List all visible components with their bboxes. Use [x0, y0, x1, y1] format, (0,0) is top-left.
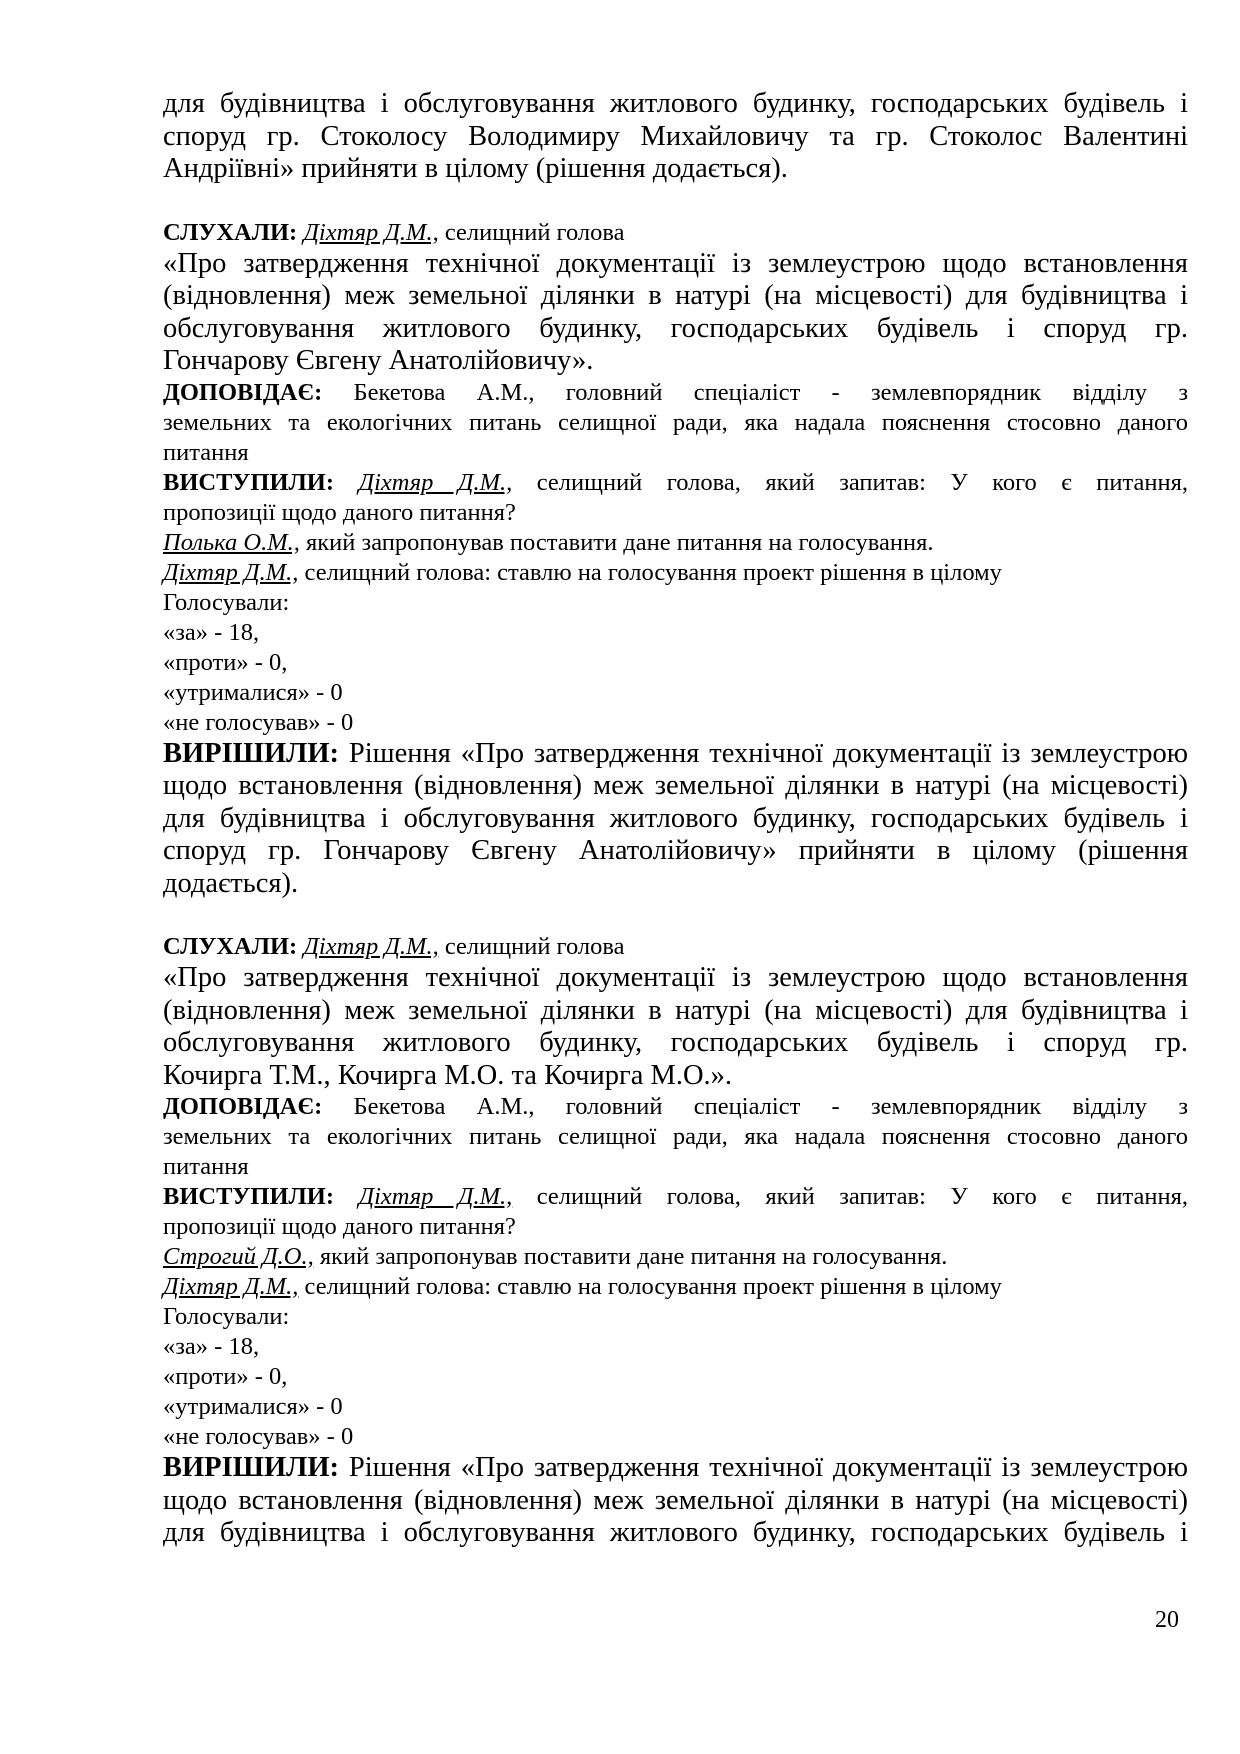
decided-line: щодо встановлення (відновлення) меж земельної ділянки в натурі (на місцевості): [163, 770, 1188, 801]
report-line: земельних та екологічних питань селищної ради, яка надала пояснення стосовно даного: [163, 1123, 1188, 1150]
speaker-name: Строгий Д.О.,: [163, 1243, 314, 1270]
report-line: ДОПОВІДАЄ: Бекетова А.М., головний спеціаліст - землевпорядник відділу з: [163, 378, 1188, 406]
speaker-name: Діхтяр Д.М.,: [163, 558, 299, 586]
decided-line: щодо встановлення (відновлення) меж земельної ділянки в натурі (на місцевості): [163, 1484, 1188, 1516]
proposer-line: Строгий Д.О., який запропонував поставити дане питання на голосування.: [163, 1243, 948, 1270]
intro-paragraph: [163, 88, 1188, 186]
speaker-name: Діхтяр Д.М.,: [163, 1273, 299, 1300]
spoke-line: ВИСТУПИЛИ: Діхтяр Д.М., селищний голова, який запитав: У кого є питання,: [163, 468, 1188, 496]
text-line: Андріївні» прийняти в цілому (рішення додається).: [163, 153, 788, 184]
decided-label: ВИРІШИЛИ:: [163, 737, 340, 769]
decided-line: споруд гр. Гончарову Євгену Анатолійовичу» прийняти в цілому (рішення: [163, 835, 1188, 866]
topic-line: обслуговування житлового будинку, господарських будівель і споруд гр.: [163, 1027, 1188, 1058]
speaker-name: Діхтяр Д.М.,: [303, 933, 439, 960]
vote-line: «за» - 18,: [163, 618, 260, 646]
vote-line: «утрималися» - 0: [163, 1393, 343, 1420]
spoke-line: пропозиції щодо даного питання?: [163, 498, 516, 526]
vote-line: «проти» - 0,: [163, 648, 288, 676]
topic-line: (відновлення) меж земельної ділянки в натурі (на місцевості) для будівництва і: [163, 280, 1188, 311]
report-line: питання: [163, 438, 249, 466]
spoke-label: ВИСТУПИЛИ:: [163, 468, 334, 496]
heard-line: [163, 218, 1188, 248]
heard-label: СЛУХАЛИ:: [163, 933, 298, 960]
report-line: питання: [163, 1153, 249, 1180]
speaker-role: селищний голова: [438, 218, 625, 246]
topic-line: Гончарову Євгену Анатолійовичу».: [163, 345, 594, 376]
vote-results: [163, 1302, 1188, 1452]
vote-line: «за» - 18,: [163, 1333, 260, 1360]
topic-line: Кочирга Т.М., Кочирга М.О. та Кочирга М.О.».: [163, 1059, 733, 1091]
chair-line: Діхтяр Д.М., селищний голова: ставлю на голосування проект рішення в цілому: [163, 1273, 1002, 1300]
page-number: 20: [1155, 1607, 1179, 1633]
vote-line: Голосували:: [163, 588, 290, 616]
decided-line: для будівництва і обслуговування житлового будинку, господарських будівель і: [163, 802, 1188, 834]
spoke-label: ВИСТУПИЛИ:: [163, 1183, 334, 1210]
report-line: ДОПОВІДАЄ: Бекетова А.М., головний спеціаліст - землевпорядник відділу з: [163, 1093, 1188, 1120]
vote-line: Голосували:: [163, 1303, 290, 1330]
vote-line: «не голосував» - 0: [163, 708, 354, 736]
speaker-name: Діхтяр Д.М.,: [358, 468, 513, 496]
vote-line: «проти» - 0,: [163, 1363, 288, 1390]
report-label: ДОПОВІДАЄ:: [163, 1093, 323, 1120]
speaker-name: Діхтяр Д.М.,: [358, 1183, 513, 1210]
heard-line: [163, 932, 1188, 962]
decided-line: додається).: [163, 867, 299, 899]
chair-line: Діхтяр Д.М., селищний голова: ставлю на голосування проект рішення в цілому: [163, 558, 1002, 586]
decided-line: ВИРІШИЛИ: Рішення «Про затвердження технічної документації із землеустрою: [163, 737, 1188, 769]
agenda-section: [163, 932, 1188, 1550]
decided-line: для будівництва і обслуговування житлового будинку, господарських будівель і: [163, 1517, 1188, 1548]
spoke-line: ВИСТУПИЛИ: Діхтяр Д.М., селищний голова, який запитав: У кого є питання,: [163, 1183, 1188, 1210]
topic-line: обслуговування житлового будинку, господарських будівель і споруд гр.: [163, 312, 1188, 344]
speaker-name: Полька О.М.,: [163, 528, 300, 556]
topic-line: «Про затвердження технічної документації із землеустрою щодо встановлення: [163, 247, 1188, 279]
topic-line: «Про затвердження технічної документації із землеустрою щодо встановлення: [163, 962, 1188, 993]
speaker-role: селищний голова: [438, 933, 625, 960]
proposer-line: Полька О.М., який запропонував поставити дане питання на голосування.: [163, 528, 934, 556]
vote-line: «не голосував» - 0: [163, 1423, 354, 1450]
speaker-name: Діхтяр Д.М.,: [303, 218, 439, 246]
report-line: земельних та екологічних питань селищної ради, яка надала пояснення стосовно даного: [163, 408, 1188, 436]
report-label: ДОПОВІДАЄ:: [163, 378, 323, 406]
text-line: для будівництва і обслуговування житлового будинку, господарських будівель і: [163, 88, 1188, 119]
agenda-section: [163, 218, 1188, 901]
topic-line: (відновлення) меж земельної ділянки в натурі (на місцевості) для будівництва і: [163, 994, 1188, 1026]
document-page: [163, 88, 1188, 1550]
vote-results: [163, 588, 1188, 738]
spoke-line: пропозиції щодо даного питання?: [163, 1213, 516, 1240]
vote-line: «утрималися» - 0: [163, 678, 343, 706]
decided-label: ВИРІШИЛИ:: [163, 1452, 340, 1483]
heard-label: СЛУХАЛИ:: [163, 218, 298, 246]
decided-line: ВИРІШИЛИ: Рішення «Про затвердження технічної документації із землеустрою: [163, 1452, 1188, 1483]
text-line: споруд гр. Стоколосу Володимиру Михайловичу та гр. Стоколос Валентині: [163, 120, 1188, 152]
